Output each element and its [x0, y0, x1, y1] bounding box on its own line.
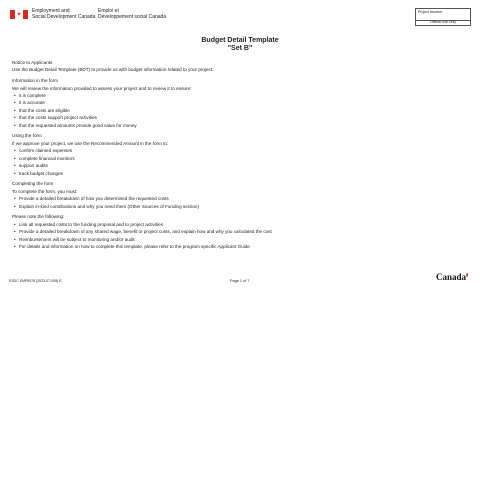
canada-flag-icon: ✦ — [10, 10, 28, 19]
official-use-label: Official Use Only — [430, 20, 456, 24]
note-heading: Please note the following: — [12, 214, 65, 220]
list-item: • Explain in-kind contributions and why you need them (Other Sources of Funding section) — [12, 203, 312, 210]
completing-intro: To complete the form, you must: — [12, 188, 78, 194]
notice-text: Use the Budget Detail Template (BDT) to provide us with budget information related to your project. — [12, 67, 214, 73]
project-number-label: Project Number — [418, 10, 443, 14]
note-list — [12, 221, 312, 251]
department-name-en: Employment and Social Development Canada — [32, 8, 96, 20]
list-item: • confirm claimed expenses — [12, 147, 312, 154]
list-item: • that the costs support project activities — [12, 114, 312, 121]
list-item: • Reimbursement will be subject to monitoring and/or audit — [12, 236, 312, 243]
list-item: • it is complete — [12, 92, 312, 99]
info-list — [12, 92, 312, 129]
list-item: • complete financial monitors — [12, 155, 312, 162]
form-code: ESDC EMP5578 (2023-07-008) E — [9, 279, 62, 283]
wordmark-flag-icon: ▮ — [466, 272, 469, 277]
list-item: • support audits — [12, 162, 312, 169]
project-number-box — [415, 8, 471, 26]
using-list — [12, 147, 312, 177]
instructions-content — [12, 59, 312, 251]
page-title: Budget Detail Template "Set B" — [201, 37, 279, 52]
canada-wordmark: Canada▮ — [436, 272, 469, 282]
list-item: • it is accurate — [12, 99, 312, 106]
page-number: Page 1 of 7 — [230, 279, 250, 283]
using-heading: Using the form — [12, 133, 42, 139]
list-item: • For details and information on how to complete this template, please refer to the program specific Applicant Guide — [12, 243, 312, 250]
department-name-fr: Emploi et Développement social Canada — [98, 8, 167, 20]
list-item: • that the requested amounts provide good value for money — [12, 122, 312, 129]
completing-heading: Completing the form — [12, 181, 54, 187]
info-heading: Information in the form — [12, 78, 58, 84]
completing-list — [12, 195, 312, 210]
info-intro: We will review the information provided to assess your project and to review it to ensure: — [12, 85, 192, 91]
list-item: • Link all requested costs to the funding proposal and to project activities — [12, 221, 312, 228]
list-item: • Provide a detailed breakdown of any shared wage, benefit or project costs, and explain how and why you calculated the cost — [12, 228, 312, 235]
list-item: • that the costs are eligible — [12, 107, 312, 114]
list-item: • Provide a detailed breakdown of how you determined the requested costs — [12, 195, 312, 202]
list-item: • track budget changes — [12, 170, 312, 177]
notice-heading: Notice to Applicants — [12, 60, 53, 65]
using-intro: If we approve your project, we use the Recommended Amount in the form to: — [12, 140, 169, 146]
